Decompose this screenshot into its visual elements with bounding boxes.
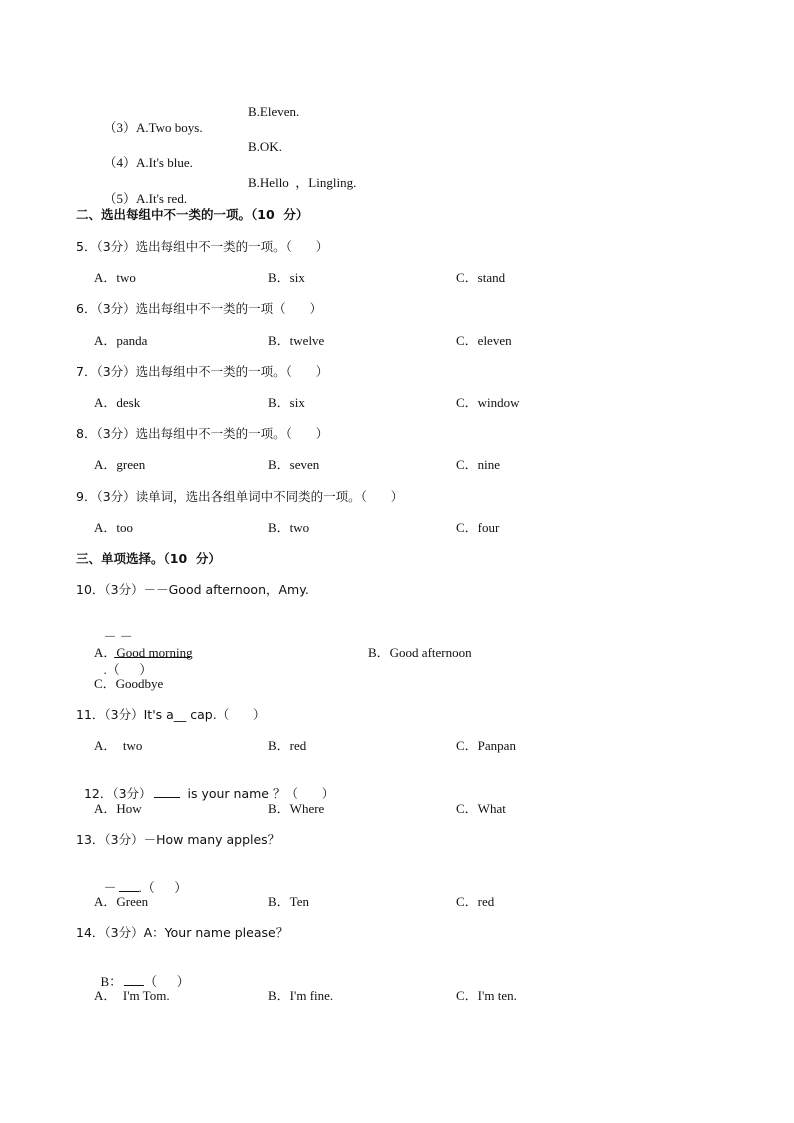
- question-5-option-a[interactable]: A．two: [94, 270, 136, 285]
- question-5-option-b[interactable]: B．six: [268, 270, 305, 285]
- question-13-option-b[interactable]: B．Ten: [268, 894, 309, 909]
- question-13-stem: 13．（3分）－How many apples？: [76, 832, 281, 847]
- question-13-option-a[interactable]: A．Green: [94, 894, 149, 909]
- question-12-text: is your name ？（ ）: [179, 786, 335, 801]
- question-13-blank[interactable]: [119, 879, 139, 892]
- question-9-option-b[interactable]: B．two: [268, 520, 310, 535]
- question-8-option-b[interactable]: B．seven: [268, 457, 320, 472]
- question-14-option-c[interactable]: C．I'm ten.: [456, 988, 517, 1003]
- question-14-stem: 14．（3分）A：Your name please？: [76, 925, 289, 940]
- question-12-number: 12．（3分）: [83, 786, 152, 801]
- question-13-paren: .（ ）: [138, 880, 188, 895]
- question-11-option-b[interactable]: B．red: [268, 738, 307, 753]
- question-12-option-a[interactable]: A．How: [94, 801, 142, 816]
- question-9-stem: 9．（3分）读单词，选出各组单词中不同类的一项。（ ）: [76, 489, 404, 504]
- question-11-option-c[interactable]: C．Panpan: [456, 738, 516, 753]
- question-5-stem: 5．（3分）选出每组中不一类的一项。（ ）: [76, 239, 329, 254]
- question-9-option-c[interactable]: C．four: [456, 520, 500, 535]
- question-12-option-b[interactable]: B．Where: [268, 801, 325, 816]
- question-8-stem: 8．（3分）选出每组中不一类的一项。（ ）: [76, 426, 329, 441]
- question-9-option-a[interactable]: A．too: [94, 520, 134, 535]
- question-10-stem: 10．（3分）－－Good afternoon，Amy.: [76, 582, 309, 597]
- option-4a: （4）A.It's blue.: [103, 155, 193, 170]
- question-10-option-c[interactable]: C．Goodbye: [94, 676, 164, 691]
- question-14-option-a[interactable]: A． I'm Tom.: [94, 988, 170, 1003]
- question-11-stem: 11．（3分）It's a__ cap.（ ）: [76, 707, 266, 722]
- question-6-option-c[interactable]: C．eleven: [456, 333, 512, 348]
- option-3b: B.Eleven.: [248, 104, 300, 119]
- question-10-option-a[interactable]: A．Good morning: [94, 645, 193, 660]
- question-14-blank[interactable]: [124, 973, 144, 986]
- question-6-stem: 6．（3分）选出每组中不一类的一项（ ）: [76, 301, 322, 316]
- question-8-option-c[interactable]: C．nine: [456, 457, 501, 472]
- question-14-option-b[interactable]: B．I'm fine.: [268, 988, 334, 1003]
- question-5-option-c[interactable]: C．stand: [456, 270, 506, 285]
- option-3a: （3）A.Two boys.: [103, 120, 203, 135]
- question-14-speaker: B：: [100, 974, 123, 989]
- section-2-title: 二、选出每组中不一类的一项。（10 分）: [76, 207, 309, 222]
- question-11-option-a[interactable]: A． two: [94, 738, 143, 753]
- question-12-blank[interactable]: [154, 785, 180, 798]
- question-8-option-a[interactable]: A．green: [94, 457, 146, 472]
- section-3-title: 三、单项选择。（10 分）: [76, 551, 221, 566]
- option-5a: （5）A.It's red.: [103, 191, 188, 206]
- question-10-option-b[interactable]: B．Good afternoon: [368, 645, 472, 660]
- option-row-5: [97, 175, 188, 206]
- question-13-line2: [97, 863, 188, 895]
- question-12-stem: [76, 769, 335, 801]
- question-14-paren: （ ）: [144, 974, 190, 989]
- question-10-paren: .（ ）: [103, 662, 153, 677]
- question-12-option-c[interactable]: C．What: [456, 801, 506, 816]
- question-13-option-c[interactable]: C．red: [456, 894, 495, 909]
- question-10-dash: － －: [103, 629, 133, 644]
- option-4b: B.OK.: [248, 139, 282, 154]
- question-7-stem: 7．（3分）选出每组中不一类的一项。（ ）: [76, 364, 329, 379]
- question-14-line2: [94, 957, 190, 989]
- option-5b: B.Hello ，Lingling.: [248, 175, 357, 190]
- question-13-dash: －: [103, 880, 117, 895]
- option-row-3: [97, 104, 203, 135]
- question-7-option-c[interactable]: C．window: [456, 395, 520, 410]
- question-6-option-b[interactable]: B．twelve: [268, 333, 325, 348]
- question-7-option-a[interactable]: A．desk: [94, 395, 141, 410]
- question-7-option-b[interactable]: B．six: [268, 395, 305, 410]
- question-6-option-a[interactable]: A．panda: [94, 333, 148, 348]
- option-row-4: [97, 139, 193, 170]
